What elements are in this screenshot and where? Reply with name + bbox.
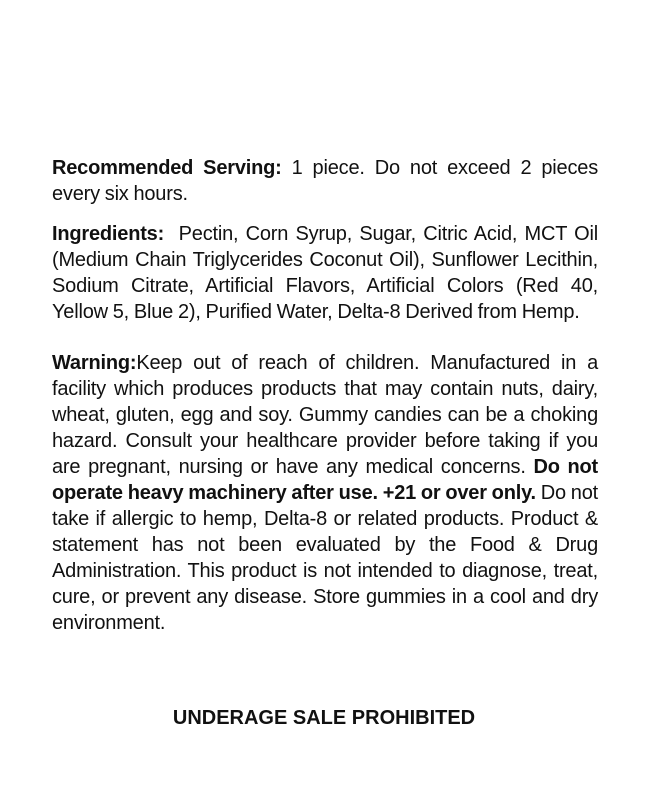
ingredients-label: Ingredients: bbox=[52, 223, 165, 245]
recommended-serving-label: Recommended Serving: bbox=[52, 157, 282, 179]
warning-emphasis: Do not operate heavy machinery after use. +21 or over only. bbox=[52, 456, 598, 504]
warning-text-continued: Do not take if allergic to hemp, Delta-8 or related products. Product & statement has not been evaluated by the Food & Drug Administration. This product is not intended to diagnose, treat, cure, or prevent any disease. Store gummies in a cool and dry environment. bbox=[52, 482, 598, 634]
recommended-serving-text: 1 piece. Do not exceed 2 pieces every six hours. bbox=[52, 157, 598, 205]
ingredients-text: Pectin, Corn Syrup, Sugar, Citric Acid, MCT Oil (Medium Chain Triglycerides Coconut Oil), Sunflower Lecithin, Sodium Citrate, Artificial Flavors, Artificial Colors (Red 40, Yellow 5, Blue 2), Purified Water, Delta-8 Derived from Hemp. bbox=[52, 223, 598, 323]
product-label-panel bbox=[52, 155, 598, 636]
warning-section bbox=[52, 350, 598, 636]
warning-text: Keep out of reach of children. Manufactured in a facility which produces products that may contain nuts, dairy, wheat, gluten, egg and soy. Gummy candies can be a choking hazard. Consult your healthcare provider before taking if you are pregnant, nursing or have any medical concerns. bbox=[52, 352, 598, 478]
ingredients-section bbox=[52, 221, 598, 325]
warning-label: Warning: bbox=[52, 352, 137, 374]
recommended-serving-section bbox=[52, 155, 598, 207]
underage-sale-notice: UNDERAGE SALE PROHIBITED bbox=[172, 707, 476, 729]
